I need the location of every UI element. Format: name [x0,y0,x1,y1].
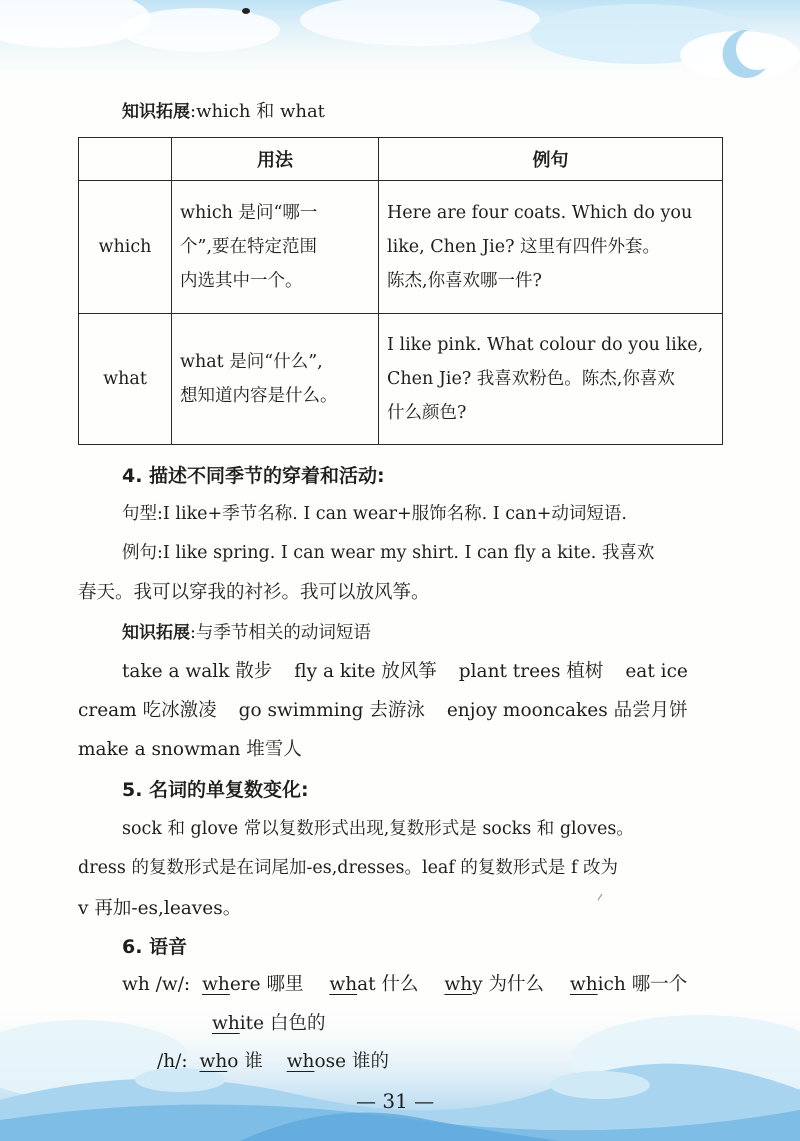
section4-example-line2: 春天。我可以穿我的衬衫。我可以放风筝。 [78,582,430,603]
section4-example-line1: 例句:I like spring. I can wear my shirt. I can fly a kite. 我喜欢 [122,543,655,563]
knowledge-ext-which-what [122,97,325,123]
phonics-h-line [157,1047,389,1073]
phrase-item: cream 吃冰激凌 [78,700,217,721]
phrase-item: take a walk 散步 [122,661,273,682]
phonics-label: wh /w/: [122,974,191,995]
page-number: — 31 — [356,1089,435,1113]
phonics-word: white 白色的 [212,1013,326,1034]
table-cell-example [379,314,723,445]
example-line: like, Chen Jie? 这里有四件外套。 [387,237,661,257]
section5-line3: v 再加-es,leaves。 [78,898,242,919]
usage-line: which 是问“哪一 [180,203,318,223]
table-row [79,314,723,445]
table-cell-word: what [79,314,172,445]
phonics-word: which 哪一个 [569,974,688,995]
section6-title: 6. 语音 [122,936,188,958]
example-line: 陈杰,你喜欢哪一件? [387,271,542,291]
phrase-line [122,657,688,683]
table-header-example: 例句 [379,138,723,181]
phrase-item: fly a kite 放风筝 [294,661,437,682]
section5-line2: dress 的复数形式是在词尾加-es,dresses。leaf 的复数形式是 f 改为 [78,858,619,878]
section4-pattern: 句型:I like+季节名称. I can wear+服饰名称. I can+动词短语. [122,504,627,524]
knowledge-ext-label: 知识拓展 [122,102,190,122]
table-cell-usage [172,181,379,314]
phonics-word: why 为什么 [444,974,544,995]
knowledge-ext-text: :which 和 what [190,101,325,122]
usage-line: 内选其中一个。 [180,271,303,291]
knowledge-ext-text: :与季节相关的动词短语 [190,623,371,643]
table-cell-word: which [79,181,172,314]
table-header-row [79,138,723,181]
phrase-item: eat ice [625,661,688,682]
example-line: I like pink. What colour do you like, [387,335,704,355]
section5-title: 5. 名词的单复数变化: [122,779,309,801]
phrase-line [78,735,302,761]
phonics-word: where 哪里 [202,974,304,995]
example-line: 什么颜色? [387,403,467,423]
section4-knowledge-ext [122,618,371,644]
phrase-item: make a snowman 堆雪人 [78,739,302,760]
knowledge-ext-label: 知识拓展 [122,623,190,643]
phonics-label: /h/: [157,1051,188,1072]
usage-line: 想知道内容是什么。 [180,386,338,406]
phrase-item: plant trees 植树 [458,661,604,682]
phonics-word: whose 谁的 [286,1051,389,1072]
phrase-item: go swimming 去游泳 [238,700,425,721]
phrase-item: enjoy mooncakes 品尝月饼 [446,700,688,721]
phrase-line [78,696,688,722]
section4-title: 4. 描述不同季节的穿着和活动: [122,465,385,487]
table-header-usage: 用法 [172,138,379,181]
which-what-table [78,137,723,445]
section5-line1: sock 和 glove 常以复数形式出现,复数形式是 socks 和 gloves。 [122,819,634,839]
table-row [79,181,723,314]
usage-line: what 是问“什么”, [180,352,323,372]
table-cell-usage [172,314,379,445]
example-line: Chen Jie? 我喜欢粉色。陈杰,你喜欢 [387,369,675,389]
phonics-word: what 什么 [329,974,419,995]
example-line: Here are four coats. Which do you [387,203,693,223]
phonics-wh-line [122,970,687,996]
usage-line: 个”,要在特定范围 [180,237,318,257]
table-cell-example [379,181,723,314]
table-header-empty [79,138,172,181]
phonics-word: who 谁 [199,1051,263,1072]
phonics-wh-line-2 [212,1009,325,1035]
